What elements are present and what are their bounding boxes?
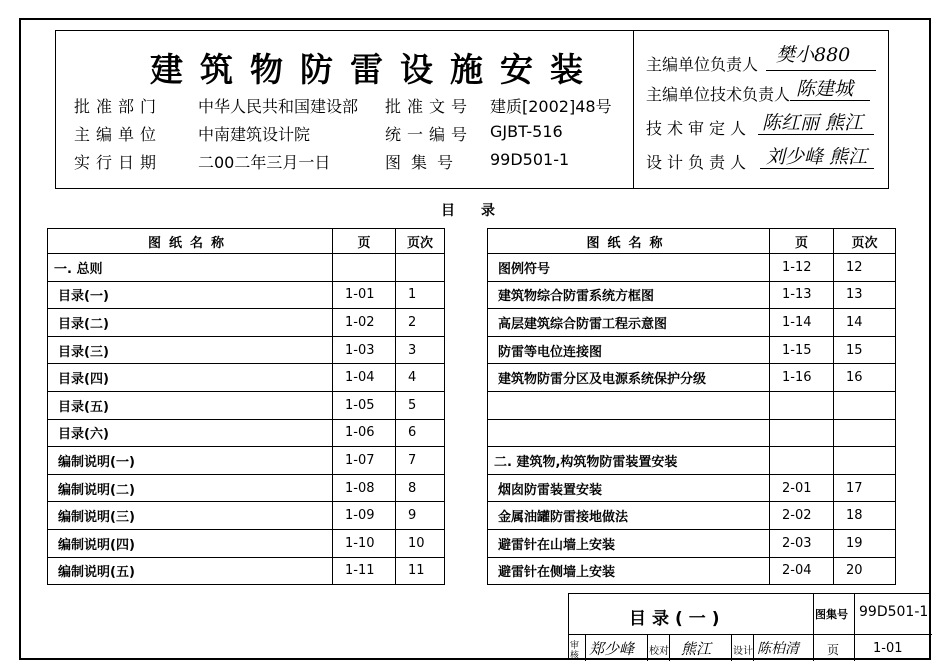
table-row	[488, 419, 896, 447]
toc-item-name: 目录(一)	[48, 281, 333, 309]
toc-item-seq: 7	[396, 447, 445, 475]
toc-item-name: 目录(五)	[48, 391, 333, 419]
toc-item-name: 目录(二)	[48, 309, 333, 337]
design-signature: 陈柏清	[757, 641, 799, 657]
table-row	[488, 336, 896, 364]
table-row	[488, 254, 896, 282]
tech-reviewer-signature: 陈红丽 熊江	[762, 112, 864, 134]
check-label: 校对	[649, 646, 669, 657]
chief-editor-unit-value: 中南建筑设计院	[198, 125, 311, 144]
toc-item-page: 1-07	[333, 447, 396, 475]
toc-item-name: 编制说明(二)	[48, 474, 333, 502]
toc-item-page	[770, 391, 834, 419]
toc-item-name: 二. 建筑物,构筑物防雷装置安装	[488, 447, 770, 475]
table-header-row	[488, 229, 896, 254]
toc-item-seq: 18	[834, 502, 896, 530]
table-row	[488, 447, 896, 475]
table-row	[48, 254, 445, 282]
sheet-title-bar	[568, 593, 931, 660]
toc-item-page: 2-01	[770, 474, 834, 502]
toc-item-name: 编制说明(四)	[48, 529, 333, 557]
toc-item-page: 1-06	[333, 419, 396, 447]
toc-item-seq: 15	[834, 336, 896, 364]
divider	[585, 634, 586, 661]
toc-item-page: 1-01	[333, 281, 396, 309]
toc-item-seq: 9	[396, 502, 445, 530]
chief-unit-head-label: 主编单位负责人	[646, 55, 759, 74]
toc-item-name: 防雷等电位连接图	[488, 336, 770, 364]
toc-item-name: 编制说明(三)	[48, 502, 333, 530]
toc-item-name: 一. 总则	[48, 254, 333, 282]
signature-line	[760, 168, 874, 169]
toc-item-seq: 13	[834, 281, 896, 309]
toc-item-name: 避雷针在山墙上安装	[488, 529, 770, 557]
toc-item-seq: 11	[396, 557, 445, 585]
toc-item-seq	[834, 391, 896, 419]
design-head-signature: 刘少峰 熊江	[766, 146, 868, 168]
table-row	[48, 391, 445, 419]
toc-item-page: 2-02	[770, 502, 834, 530]
toc-item-page: 1-09	[333, 502, 396, 530]
toc-item-seq	[396, 254, 445, 282]
toc-item-seq: 10	[396, 529, 445, 557]
toc-item-name: 烟囱防雷装置安装	[488, 474, 770, 502]
table-row	[48, 281, 445, 309]
technical-head-signature: 陈建城	[796, 78, 854, 100]
table-header-row	[48, 229, 445, 254]
toc-item-seq: 12	[834, 254, 896, 282]
table-row	[48, 557, 445, 585]
col-header-name: 图纸名称	[48, 229, 333, 254]
page-no: 1-01	[873, 641, 903, 656]
check-signature: 熊江	[681, 640, 712, 658]
toc-item-name: 建筑物防雷分区及电源系统保护分级	[488, 364, 770, 392]
table-row	[48, 502, 445, 530]
col-header-page: 页	[333, 229, 396, 254]
atlas-title: 建筑物防雷设施安装	[150, 50, 600, 89]
toc-item-seq	[834, 419, 896, 447]
approval-doc-value: 建质[2002]48号	[490, 97, 612, 116]
toc-item-seq: 4	[396, 364, 445, 392]
signature-line	[790, 100, 870, 101]
toc-item-name: 金属油罐防雷接地做法	[488, 502, 770, 530]
toc-item-name: 编制说明(一)	[48, 447, 333, 475]
toc-item-page	[770, 419, 834, 447]
toc-table-left	[47, 228, 445, 585]
table-row	[48, 529, 445, 557]
toc-heading: 目录	[441, 203, 521, 219]
toc-item-name: 避雷针在侧墙上安装	[488, 557, 770, 585]
approval-doc-label: 批准文号	[385, 97, 474, 116]
divider	[753, 634, 754, 661]
atlas-no-value: 99D501-1	[859, 604, 929, 620]
divider	[669, 634, 670, 661]
toc-item-page: 2-03	[770, 529, 834, 557]
toc-item-page: 1-11	[333, 557, 396, 585]
col-header-seq: 页次	[834, 229, 896, 254]
toc-table-right	[487, 228, 896, 585]
toc-item-name: 建筑物综合防雷系统方框图	[488, 281, 770, 309]
table-row	[48, 364, 445, 392]
divider	[569, 634, 932, 635]
chief-unit-head-signature: 樊小880	[776, 44, 851, 66]
table-row	[48, 419, 445, 447]
approval-dept-label: 批准部门	[74, 97, 163, 116]
toc-item-page: 1-03	[333, 336, 396, 364]
effective-date-value: 二00二年三月一日	[198, 153, 331, 172]
table-row	[488, 529, 896, 557]
toc-item-seq: 20	[834, 557, 896, 585]
toc-item-seq: 16	[834, 364, 896, 392]
table-row	[488, 281, 896, 309]
signature-line	[766, 70, 876, 71]
table-row	[48, 309, 445, 337]
review-label: 审核	[570, 641, 580, 661]
toc-item-page: 1-12	[770, 254, 834, 282]
toc-item-seq: 19	[834, 529, 896, 557]
toc-item-seq: 14	[834, 309, 896, 337]
atlas-number-label: 图集号	[385, 153, 464, 172]
effective-date-label: 实行日期	[74, 153, 163, 172]
toc-item-name: 目录(六)	[48, 419, 333, 447]
toc-item-name: 图例符号	[488, 254, 770, 282]
divider	[731, 634, 732, 661]
toc-item-seq: 8	[396, 474, 445, 502]
toc-item-page: 1-02	[333, 309, 396, 337]
toc-item-page: 1-15	[770, 336, 834, 364]
toc-item-page: 1-05	[333, 391, 396, 419]
toc-item-seq: 5	[396, 391, 445, 419]
design-label: 设计	[733, 646, 753, 657]
table-row	[488, 502, 896, 530]
table-row	[488, 309, 896, 337]
toc-item-seq: 6	[396, 419, 445, 447]
table-row	[488, 474, 896, 502]
toc-item-page	[770, 447, 834, 475]
table-row	[488, 557, 896, 585]
tech-reviewer-label: 技术审定人	[646, 119, 752, 138]
chief-editor-unit-label: 主编单位	[74, 125, 163, 144]
toc-item-page: 2-04	[770, 557, 834, 585]
toc-item-seq	[834, 447, 896, 475]
unified-number-value: GJBT-516	[490, 122, 563, 141]
toc-item-page: 1-16	[770, 364, 834, 392]
table-row	[488, 364, 896, 392]
toc-item-seq: 2	[396, 309, 445, 337]
toc-item-page: 1-04	[333, 364, 396, 392]
toc-item-page: 1-08	[333, 474, 396, 502]
col-header-seq: 页次	[396, 229, 445, 254]
unified-number-label: 统一编号	[385, 125, 474, 144]
toc-item-seq: 3	[396, 336, 445, 364]
toc-item-name	[488, 391, 770, 419]
toc-item-page	[333, 254, 396, 282]
signature-line	[758, 134, 874, 135]
page-label: 页	[827, 643, 840, 657]
toc-item-name	[488, 419, 770, 447]
atlas-number-value: 99D501-1	[490, 150, 570, 169]
divider	[854, 594, 855, 661]
table-row	[488, 391, 896, 419]
technical-head-label: 主编单位技术负责人	[646, 85, 791, 104]
col-header-page: 页	[770, 229, 834, 254]
review-signature: 郑少峰	[589, 640, 635, 658]
toc-item-page: 1-13	[770, 281, 834, 309]
divider	[813, 594, 814, 661]
design-head-label: 设计负责人	[646, 153, 752, 172]
table-row	[48, 447, 445, 475]
toc-item-name: 编制说明(五)	[48, 557, 333, 585]
atlas-no-label: 图集号	[815, 608, 848, 621]
toc-item-name: 目录(三)	[48, 336, 333, 364]
toc-item-name: 高层建筑综合防雷工程示意图	[488, 309, 770, 337]
toc-item-name: 目录(四)	[48, 364, 333, 392]
sheet-title: 目录(一)	[629, 609, 726, 629]
divider	[647, 634, 648, 661]
col-header-name: 图纸名称	[488, 229, 770, 254]
toc-item-seq: 1	[396, 281, 445, 309]
toc-item-page: 1-14	[770, 309, 834, 337]
table-row	[48, 336, 445, 364]
table-row	[48, 474, 445, 502]
approval-dept-value: 中华人民共和国建设部	[198, 97, 359, 116]
toc-item-page: 1-10	[333, 529, 396, 557]
toc-item-seq: 17	[834, 474, 896, 502]
